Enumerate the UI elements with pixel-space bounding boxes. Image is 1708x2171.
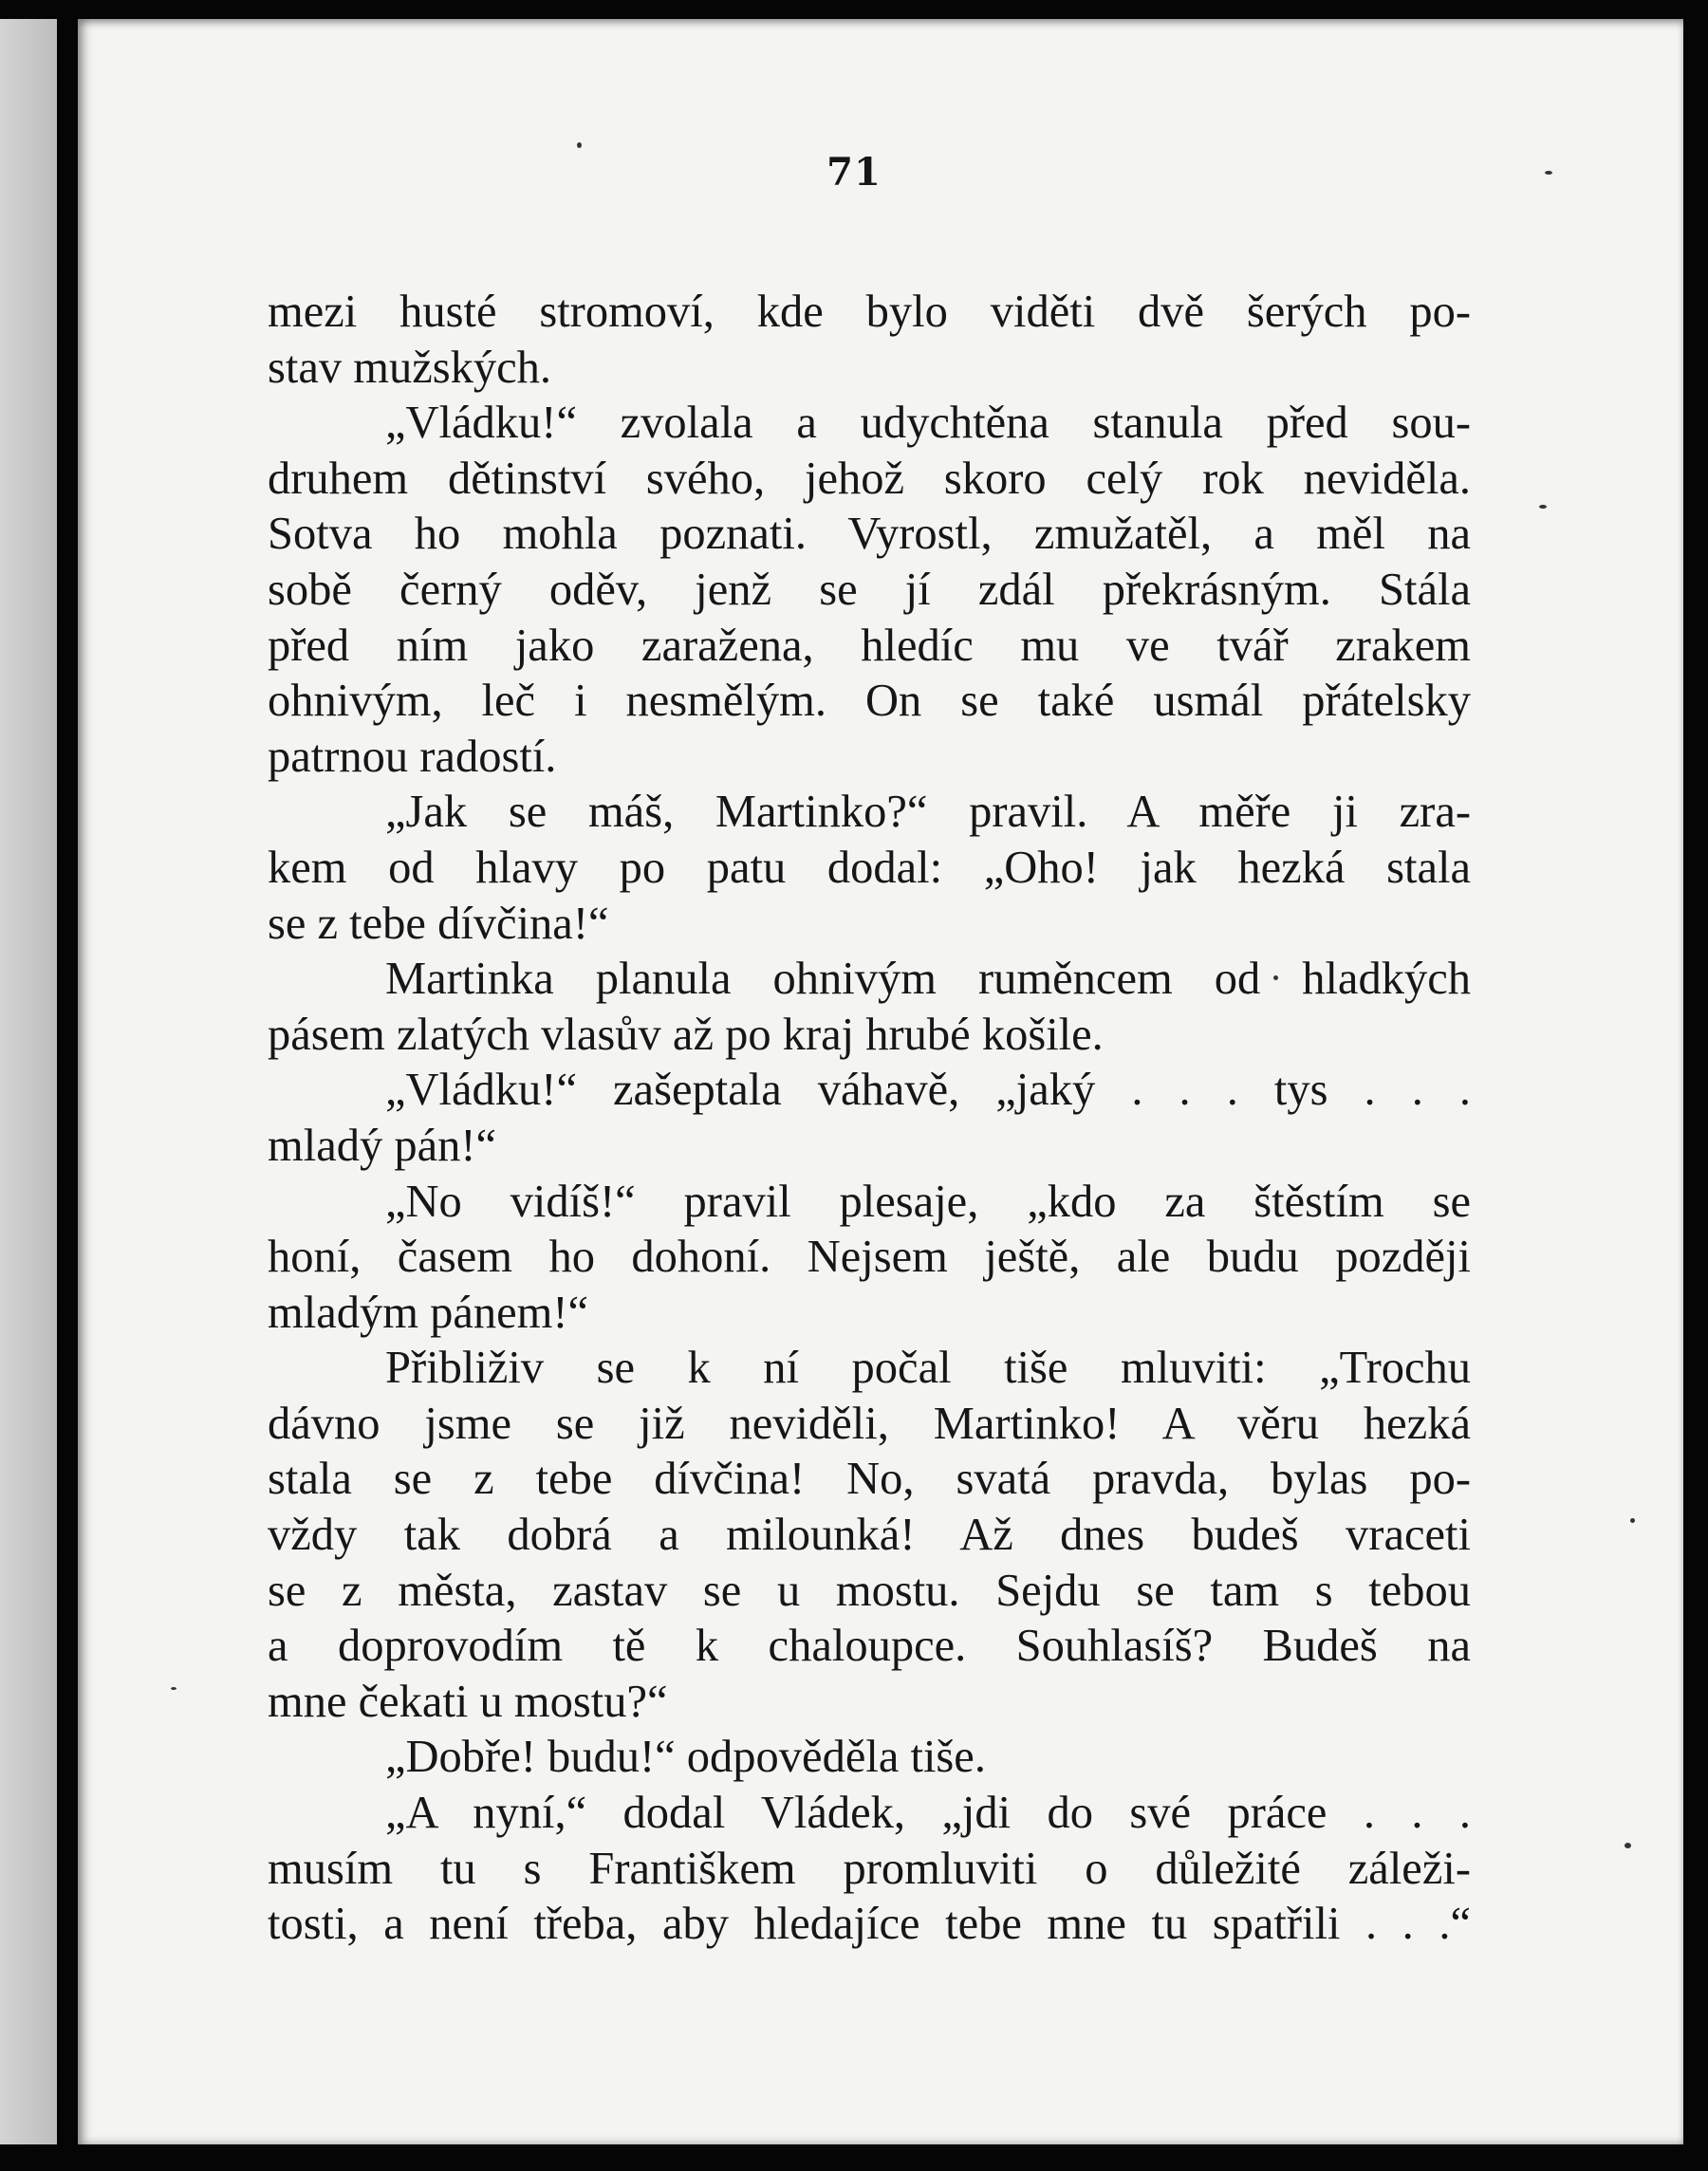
text-line: ohnivým, leč i nesmělým. On se také usmál přátelsky bbox=[268, 676, 1471, 727]
text-line: dávno jsme se již neviděli, Martinko! A věru hezká bbox=[268, 1398, 1471, 1449]
text-line: patrnou radostí. bbox=[268, 731, 557, 782]
text-line: „Vládku!“ zašeptala váhavě, „jaký . . . tys . . . bbox=[385, 1065, 1471, 1116]
top-scan-border bbox=[0, 0, 1708, 19]
text-line: mladý pán!“ bbox=[268, 1120, 497, 1171]
text-line: Přibliživ se k ní počal tiše mluviti: „Trochu bbox=[385, 1343, 1471, 1394]
text-line: „Vládku!“ zvolala a udychtěna stanula před sou- bbox=[385, 398, 1471, 449]
book-gutter bbox=[57, 0, 78, 2171]
bottom-scan-border bbox=[0, 2144, 1708, 2171]
text-line: „Jak se máš, Martinko?“ pravil. A měře ji zra- bbox=[385, 787, 1471, 838]
text-line: mladým pánem!“ bbox=[268, 1287, 589, 1338]
page-number: 71 bbox=[826, 150, 882, 195]
text-line: honí, časem ho dohoní. Nejsem ještě, ale budu později bbox=[268, 1232, 1471, 1283]
paper-speck bbox=[1539, 505, 1547, 509]
paper-speck bbox=[171, 1687, 176, 1690]
text-line: stala se z tebe dívčina! No, svatá pravda, bylas po- bbox=[268, 1454, 1471, 1505]
text-line: „A nyní,“ dodal Vládek, „jdi do své práce . . . bbox=[385, 1788, 1471, 1839]
text-line: musím tu s Františkem promluviti o důležité záleži- bbox=[268, 1843, 1471, 1894]
paper-speck bbox=[1624, 1843, 1631, 1848]
text-line: „No vidíš!“ pravil plesaje, „kdo za štěstím se bbox=[385, 1176, 1471, 1227]
text-line: vždy tak dobrá a milounká! Až dnes budeš vraceti bbox=[268, 1510, 1471, 1561]
text-line: před ním jako zaražena, hledíc mu ve tvář zrakem bbox=[268, 620, 1471, 671]
text-line: se z tebe dívčina!“ bbox=[268, 898, 609, 949]
previous-page-edge bbox=[0, 0, 57, 2171]
text-line: mne čekati u mostu?“ bbox=[268, 1676, 668, 1727]
body-text bbox=[268, 285, 1471, 1953]
text-line: kem od hlavy po patu dodal: „Oho! jak hezká stala bbox=[268, 842, 1471, 893]
text-line: tosti, a není třeba, aby hledajíce tebe mne tu spatřili . . .“ bbox=[268, 1899, 1471, 1950]
paper-speck bbox=[1630, 1518, 1635, 1523]
text-line: mezi husté stromoví, kde bylo viděti dvě šerých po- bbox=[268, 287, 1471, 337]
text-line: Martinka planula ohnivým ruměncem od hladkých bbox=[385, 954, 1471, 1005]
text-line: pásem zlatých vlasův až po kraj hrubé košile. bbox=[268, 1009, 1104, 1060]
text-line: Sotva ho mohla poznati. Vyrostl, zmužatěl, a měl na bbox=[268, 509, 1471, 560]
text-line: druhem dětinství svého, jehož skoro celý rok neviděla. bbox=[268, 453, 1471, 504]
paper-speck bbox=[577, 142, 582, 148]
text-line: a doprovodím tě k chaloupce. Souhlasíš? Budeš na bbox=[268, 1621, 1471, 1672]
text-line: se z města, zastav se u mostu. Sejdu se tam s tebou bbox=[268, 1565, 1471, 1616]
text-line: stav mužských. bbox=[268, 342, 552, 393]
text-line: „Dobře! budu!“ odpověděla tiše. bbox=[385, 1732, 986, 1783]
text-line: sobě černý oděv, jenž se jí zdál překrásným. Stála bbox=[268, 564, 1471, 615]
right-scan-border bbox=[1683, 0, 1708, 2171]
